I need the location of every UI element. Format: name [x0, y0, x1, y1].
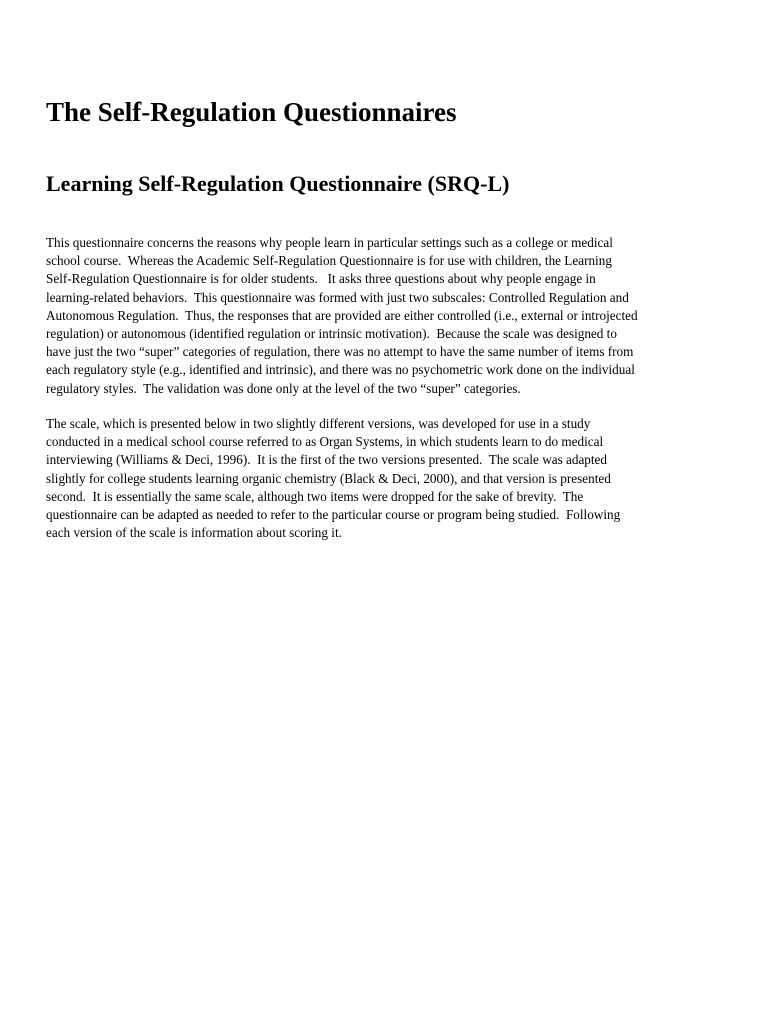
paragraph-line: school course. Whereas the Academic Self-Regulation Questionnaire is for use with children, the Learning: [46, 253, 612, 269]
page-title: The Self-Regulation Questionnaires: [46, 97, 457, 127]
paragraph-line: each regulatory style (e.g., identified and intrinsic), and there was no psychometric work done on the individual: [46, 362, 635, 378]
paragraph-line: Self-Regulation Questionnaire is for older students. It asks three questions about why people engage in: [46, 271, 596, 287]
paragraph-line: conducted in a medical school course referred to as Organ Systems, in which students learn to do medical: [46, 434, 604, 450]
paragraph-line: regulation) or autonomous (identified regulation or intrinsic motivation). Because the scale was designed to: [46, 326, 617, 342]
paragraph-line: questionnaire can be adapted as needed to refer to the particular course or program being studied. Following: [46, 507, 621, 523]
section-heading: Learning Self-Regulation Questionnaire (SRQ-L): [46, 171, 510, 196]
paragraph-line: learning-related behaviors. This questionnaire was formed with just two subscales: Controlled Regulation and: [46, 289, 629, 305]
paragraph-line: Autonomous Regulation. Thus, the responses that are provided are either controlled (i.e., external or introjected: [46, 307, 638, 323]
paragraph-line: The scale, which is presented below in two slightly different versions, was developed for use in a study: [46, 416, 591, 431]
scale-description-paragraph: [46, 415, 620, 542]
paragraph-line: have just the two “super” categories of regulation, there was no attempt to have the same number of items from: [46, 344, 634, 360]
intro-paragraph: [46, 234, 638, 398]
paragraph-line: second. It is essentially the same scale, although two items were dropped for the sake of brevity. The: [46, 488, 584, 504]
paragraph-line: each version of the scale is information about scoring it.: [46, 525, 342, 541]
paragraph-line: regulatory styles. The validation was done only at the level of the two “super” categories.: [46, 380, 521, 396]
paragraph-line: This questionnaire concerns the reasons why people learn in particular settings such as a college or medical: [46, 235, 613, 250]
paragraph-line: slightly for college students learning organic chemistry (Black & Deci, 2000), and that version is presented: [46, 470, 611, 486]
paragraph-line: interviewing (Williams & Deci, 1996). It is the first of the two versions presented. The scale was adapted: [46, 452, 608, 468]
